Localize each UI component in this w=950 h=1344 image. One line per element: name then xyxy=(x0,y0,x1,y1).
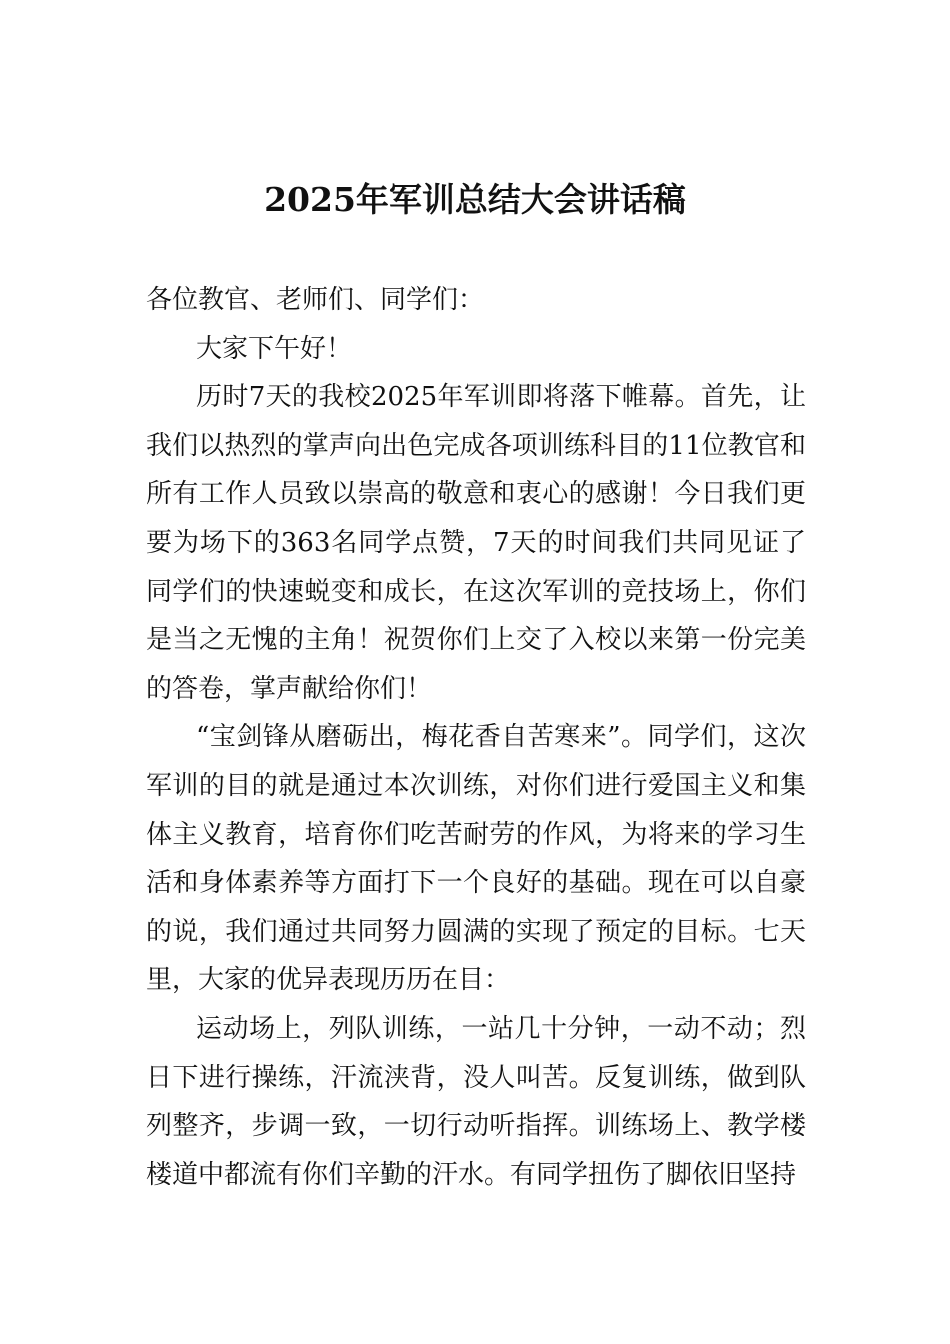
paragraph-greeting: 大家下午好！ xyxy=(196,333,353,364)
salutation: 各位教官、老师们、同学们： xyxy=(146,285,485,315)
paragraph-opening: 历时7天的我校2025年军训即将落下帷幕。首先，让我们以热烈的掌声向出色完成各项训练科目的11位教官和所有工作人员致以崇高的敬意和衷心的感谢！今日我们更要为场下的363名同学点赞，7天的时间我们共同见证了同学们的快速蜕变和成长，在这次军训的竞技场上，你们是当之无愧的主角！祝贺你们上交了入校以来第一份完美的答卷，掌声献给你们！ xyxy=(146,382,806,704)
paragraph-training: 运动场上，列队训练，一站几十分钟，一动不动；烈日下进行操练，汗流浃背，没人叫苦。反复训练，做到队列整齐，步调一致，一切行动听指挥。训练场上、教学楼楼道中都流有你们辛勤的汗水。有同学扭伤了脚依旧坚持 xyxy=(146,1013,806,1190)
paragraph-purpose: “宝剑锋从磨砺出，梅花香自苦寒来”。同学们，这次军训的目的就是通过本次训练，对你们进行爱国主义和集体主义教育，培育你们吃苦耐劳的作风，为将来的学习生活和身体素养等方面打下一个良好的基础。现在可以自豪的说，我们通过共同努力圆满的实现了预定的目标。七天里，大家的优异表现历历在目： xyxy=(146,722,806,996)
document-title: 2025年军训总结大会讲话稿 xyxy=(264,180,686,219)
document-body xyxy=(146,276,806,1199)
